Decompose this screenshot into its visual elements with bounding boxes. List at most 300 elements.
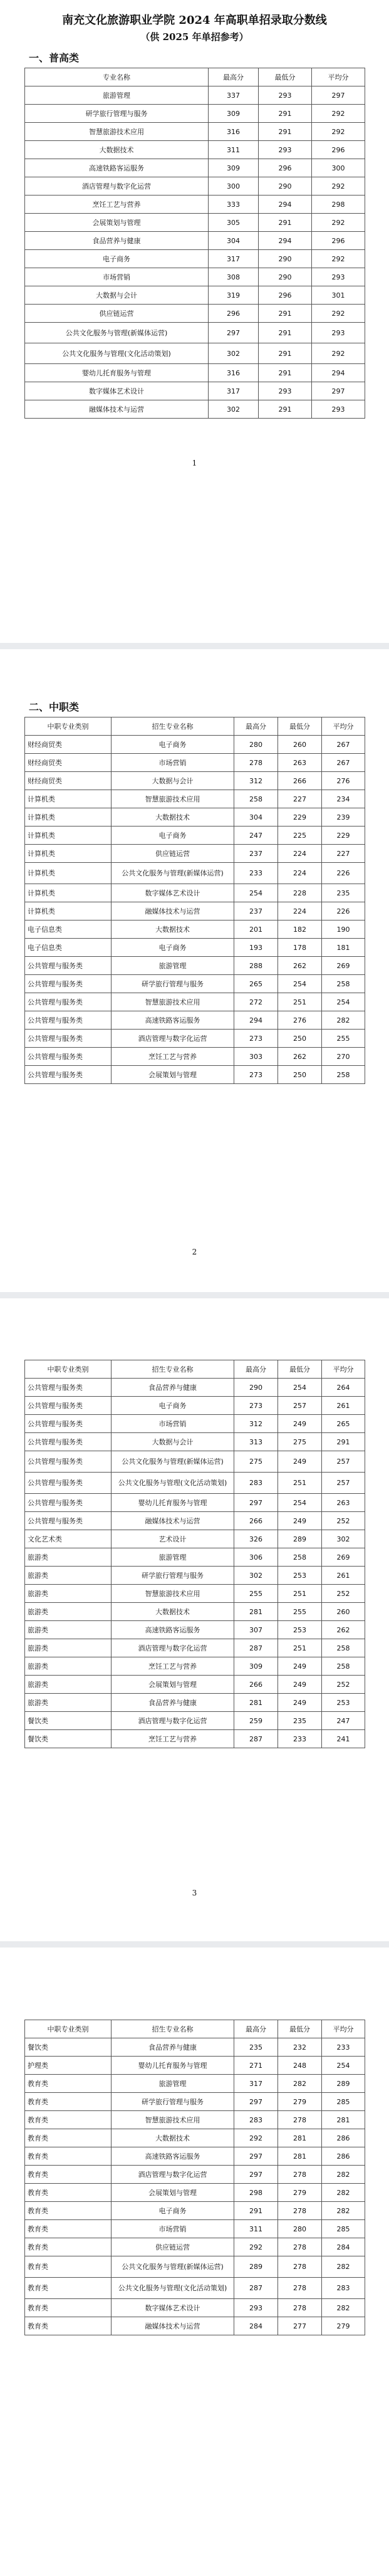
table-cell: 254 bbox=[234, 884, 278, 902]
table-cell: 250 bbox=[278, 1066, 322, 1084]
table-row bbox=[25, 1567, 365, 1585]
table-cell: 287 bbox=[234, 1639, 278, 1657]
table-cell: 298 bbox=[312, 196, 365, 214]
table-cell: 智慧旅游技术应用 bbox=[112, 1585, 234, 1603]
table-row bbox=[25, 214, 365, 232]
table-cell: 公共文化服务与管理(文化活动策划) bbox=[112, 2278, 234, 2299]
table-row bbox=[25, 1066, 365, 1084]
section-heading-vocational: 二、中职类 bbox=[29, 701, 80, 713]
table-cell: 249 bbox=[278, 1415, 322, 1433]
column-header: 最低分 bbox=[259, 68, 312, 86]
table-cell: 264 bbox=[322, 1379, 365, 1397]
table-cell: 302 bbox=[234, 1567, 278, 1585]
table-header-row bbox=[25, 68, 365, 86]
table-cell: 旅游类 bbox=[25, 1657, 112, 1676]
table-cell: 护理类 bbox=[25, 2057, 112, 2075]
table-cell: 297 bbox=[312, 86, 365, 105]
table-cell: 高速铁路客运服务 bbox=[25, 159, 209, 177]
table-row bbox=[25, 1473, 365, 1494]
table-cell: 235 bbox=[278, 1712, 322, 1730]
table-cell: 301 bbox=[312, 286, 365, 305]
table-row bbox=[25, 400, 365, 419]
table-cell: 229 bbox=[322, 827, 365, 845]
table-row bbox=[25, 1011, 365, 1030]
table-cell: 291 bbox=[234, 2202, 278, 2220]
table-cell: 252 bbox=[322, 1676, 365, 1694]
table-cell: 283 bbox=[322, 2278, 365, 2299]
vocational-score-table bbox=[24, 2020, 365, 2335]
table-cell: 旅游类 bbox=[25, 1639, 112, 1657]
table-cell: 273 bbox=[234, 1066, 278, 1084]
table-cell: 278 bbox=[278, 2202, 322, 2220]
table-cell: 229 bbox=[278, 808, 322, 827]
table-cell: 旅游管理 bbox=[112, 957, 234, 975]
table-cell: 228 bbox=[278, 884, 322, 902]
table-cell: 电子商务 bbox=[112, 939, 234, 957]
table-cell: 融媒体技术与运营 bbox=[112, 1512, 234, 1530]
table-cell: 291 bbox=[259, 364, 312, 382]
table-cell: 293 bbox=[259, 382, 312, 400]
column-header: 最高分 bbox=[234, 2020, 278, 2038]
table-row bbox=[25, 1639, 365, 1657]
table-cell: 计算机类 bbox=[25, 845, 112, 863]
table-cell: 研学旅行管理与服务 bbox=[112, 2093, 234, 2111]
table-cell: 278 bbox=[278, 2256, 322, 2278]
table-cell: 大数据技术 bbox=[112, 2129, 234, 2147]
table-cell: 257 bbox=[322, 1451, 365, 1473]
table-cell: 265 bbox=[322, 1415, 365, 1433]
table-cell: 302 bbox=[322, 1530, 365, 1548]
table-cell: 313 bbox=[234, 1433, 278, 1451]
table-cell: 281 bbox=[278, 2129, 322, 2147]
table-cell: 教育类 bbox=[25, 2238, 112, 2256]
table-cell: 教育类 bbox=[25, 2184, 112, 2202]
table-row bbox=[25, 159, 365, 177]
page-number: 2 bbox=[192, 1248, 197, 1256]
table-cell: 233 bbox=[322, 2038, 365, 2057]
table-cell: 305 bbox=[209, 214, 259, 232]
table-cell: 旅游类 bbox=[25, 1548, 112, 1567]
table-row bbox=[25, 1621, 365, 1639]
table-cell: 297 bbox=[234, 2166, 278, 2184]
table-cell: 文化艺术类 bbox=[25, 1530, 112, 1548]
table-row bbox=[25, 827, 365, 845]
vocational-table-body-2 bbox=[25, 1360, 365, 1748]
table-cell: 255 bbox=[234, 1585, 278, 1603]
table-cell: 市场营销 bbox=[112, 2220, 234, 2238]
table-cell: 319 bbox=[209, 286, 259, 305]
document-title: 南充文化旅游职业学院 2024 年高职单招录取分数线 bbox=[62, 14, 327, 27]
table-cell: 教育类 bbox=[25, 2278, 112, 2299]
table-row bbox=[25, 902, 365, 920]
table-cell: 249 bbox=[278, 1657, 322, 1676]
table-row bbox=[25, 2202, 365, 2220]
table-cell: 烹饪工艺与营养 bbox=[112, 1657, 234, 1676]
table-cell: 288 bbox=[234, 957, 278, 975]
table-cell: 262 bbox=[278, 957, 322, 975]
table-cell: 272 bbox=[234, 993, 278, 1011]
table-cell: 302 bbox=[209, 400, 259, 419]
column-header: 专业名称 bbox=[25, 68, 209, 86]
table-cell: 大数据技术 bbox=[112, 808, 234, 827]
table-cell: 294 bbox=[259, 232, 312, 250]
table-cell: 304 bbox=[209, 232, 259, 250]
table-cell: 232 bbox=[278, 2038, 322, 2057]
table-row bbox=[25, 808, 365, 827]
table-row bbox=[25, 2220, 365, 2238]
table-row bbox=[25, 364, 365, 382]
vocational-score-table bbox=[24, 1360, 365, 1748]
table-cell: 326 bbox=[234, 1530, 278, 1548]
table-row bbox=[25, 232, 365, 250]
table-cell: 308 bbox=[209, 268, 259, 286]
general-score-table bbox=[24, 68, 365, 419]
table-row bbox=[25, 2038, 365, 2057]
table-cell: 酒店管理与数字化运营 bbox=[112, 1030, 234, 1048]
column-header: 招生专业名称 bbox=[112, 717, 234, 736]
table-cell: 241 bbox=[322, 1730, 365, 1748]
table-cell: 277 bbox=[278, 2317, 322, 2335]
table-cell: 旅游类 bbox=[25, 1676, 112, 1694]
table-cell: 296 bbox=[259, 159, 312, 177]
table-cell: 233 bbox=[278, 1730, 322, 1748]
table-cell: 会展策划与管理 bbox=[112, 2184, 234, 2202]
table-cell: 教育类 bbox=[25, 2166, 112, 2184]
table-cell: 250 bbox=[278, 1030, 322, 1048]
table-cell: 296 bbox=[259, 286, 312, 305]
table-cell: 酒店管理与数字化运营 bbox=[112, 1712, 234, 1730]
table-cell: 婴幼儿托育服务与管理 bbox=[112, 1494, 234, 1512]
table-cell: 大数据技术 bbox=[25, 141, 209, 159]
table-cell: 261 bbox=[322, 1567, 365, 1585]
table-cell: 234 bbox=[322, 790, 365, 808]
table-cell: 酒店管理与数字化运营 bbox=[112, 2166, 234, 2184]
table-cell: 280 bbox=[234, 736, 278, 754]
table-cell: 297 bbox=[234, 2147, 278, 2166]
table-row bbox=[25, 1512, 365, 1530]
table-cell: 251 bbox=[278, 1473, 322, 1494]
table-cell: 计算机类 bbox=[25, 902, 112, 920]
table-cell: 224 bbox=[278, 902, 322, 920]
table-cell: 237 bbox=[234, 902, 278, 920]
table-cell: 公共文化服务与管理(新媒体运营) bbox=[25, 323, 209, 343]
table-cell: 公共文化服务与管理(新媒体运营) bbox=[112, 1451, 234, 1473]
table-cell: 烹饪工艺与营养 bbox=[112, 1730, 234, 1748]
table-cell: 297 bbox=[209, 323, 259, 343]
table-cell: 281 bbox=[322, 2111, 365, 2129]
table-cell: 融媒体技术与运营 bbox=[112, 2317, 234, 2335]
table-cell: 烹饪工艺与营养 bbox=[25, 196, 209, 214]
table-cell: 275 bbox=[278, 1433, 322, 1451]
table-cell: 297 bbox=[312, 382, 365, 400]
table-cell: 电子商务 bbox=[112, 1397, 234, 1415]
table-cell: 279 bbox=[278, 2093, 322, 2111]
table-row bbox=[25, 1451, 365, 1473]
table-cell: 283 bbox=[234, 2111, 278, 2129]
table-cell: 计算机类 bbox=[25, 884, 112, 902]
table-cell: 247 bbox=[322, 1712, 365, 1730]
table-cell: 251 bbox=[278, 1585, 322, 1603]
table-cell: 290 bbox=[259, 250, 312, 268]
table-cell: 数字媒体艺术设计 bbox=[112, 884, 234, 902]
table-cell: 258 bbox=[322, 1639, 365, 1657]
document-subtitle: （供 2025 年单招参考） bbox=[140, 31, 249, 43]
table-cell: 教育类 bbox=[25, 2147, 112, 2166]
table-cell: 303 bbox=[234, 1048, 278, 1066]
vocational-score-table bbox=[24, 717, 365, 1084]
table-cell: 290 bbox=[234, 1379, 278, 1397]
table-cell: 263 bbox=[322, 1494, 365, 1512]
table-row bbox=[25, 957, 365, 975]
table-cell: 291 bbox=[259, 105, 312, 123]
table-cell: 289 bbox=[234, 2256, 278, 2278]
table-cell: 291 bbox=[259, 305, 312, 323]
table-cell: 311 bbox=[234, 2220, 278, 2238]
table-cell: 数字媒体艺术设计 bbox=[112, 2299, 234, 2317]
table-cell: 252 bbox=[322, 1512, 365, 1530]
table-cell: 292 bbox=[234, 2129, 278, 2147]
table-cell: 研学旅行管理与服务 bbox=[25, 105, 209, 123]
table-cell: 287 bbox=[234, 2278, 278, 2299]
table-cell: 302 bbox=[209, 343, 259, 364]
table-cell: 309 bbox=[234, 1657, 278, 1676]
table-cell: 316 bbox=[209, 364, 259, 382]
table-cell: 227 bbox=[278, 790, 322, 808]
table-cell: 研学旅行管理与服务 bbox=[112, 1567, 234, 1585]
table-cell: 供应链运营 bbox=[25, 305, 209, 323]
table-cell: 248 bbox=[278, 2057, 322, 2075]
table-cell: 食品营养与健康 bbox=[112, 2038, 234, 2057]
table-cell: 计算机类 bbox=[25, 827, 112, 845]
table-cell: 235 bbox=[234, 2038, 278, 2057]
table-cell: 251 bbox=[278, 993, 322, 1011]
table-cell: 276 bbox=[322, 772, 365, 790]
table-cell: 财经商贸类 bbox=[25, 754, 112, 772]
column-header: 最低分 bbox=[278, 1360, 322, 1379]
table-cell: 249 bbox=[278, 1694, 322, 1712]
table-row bbox=[25, 2278, 365, 2299]
table-cell: 旅游类 bbox=[25, 1603, 112, 1621]
table-cell: 300 bbox=[209, 177, 259, 196]
table-cell: 279 bbox=[322, 2317, 365, 2335]
table-cell: 337 bbox=[209, 86, 259, 105]
table-row bbox=[25, 1676, 365, 1694]
table-cell: 酒店管理与数字化运营 bbox=[112, 1639, 234, 1657]
table-row bbox=[25, 2317, 365, 2335]
column-header: 平均分 bbox=[322, 717, 365, 736]
table-row bbox=[25, 1712, 365, 1730]
table-cell: 电子信息类 bbox=[25, 939, 112, 957]
table-cell: 271 bbox=[234, 2057, 278, 2075]
table-cell: 262 bbox=[278, 1048, 322, 1066]
table-row bbox=[25, 2111, 365, 2129]
table-cell: 266 bbox=[278, 772, 322, 790]
table-cell: 教育类 bbox=[25, 2111, 112, 2129]
table-cell: 公共管理与服务类 bbox=[25, 1494, 112, 1512]
table-row bbox=[25, 863, 365, 884]
table-row bbox=[25, 754, 365, 772]
table-cell: 316 bbox=[209, 123, 259, 141]
table-cell: 291 bbox=[259, 400, 312, 419]
table-cell: 312 bbox=[234, 1415, 278, 1433]
table-cell: 254 bbox=[278, 1494, 322, 1512]
table-row bbox=[25, 1379, 365, 1397]
table-row bbox=[25, 105, 365, 123]
table-cell: 284 bbox=[234, 2317, 278, 2335]
table-row bbox=[25, 1603, 365, 1621]
table-cell: 257 bbox=[322, 1473, 365, 1494]
table-cell: 计算机类 bbox=[25, 863, 112, 884]
table-cell: 旅游管理 bbox=[25, 86, 209, 105]
table-cell: 餐饮类 bbox=[25, 1730, 112, 1748]
table-cell: 237 bbox=[234, 845, 278, 863]
table-row bbox=[25, 305, 365, 323]
table-row bbox=[25, 975, 365, 993]
table-cell: 249 bbox=[278, 1451, 322, 1473]
table-cell: 旅游类 bbox=[25, 1621, 112, 1639]
table-cell: 267 bbox=[322, 754, 365, 772]
table-cell: 291 bbox=[322, 1433, 365, 1451]
table-row bbox=[25, 1494, 365, 1512]
table-row bbox=[25, 790, 365, 808]
table-cell: 公共管理与服务类 bbox=[25, 1048, 112, 1066]
table-cell: 294 bbox=[234, 1011, 278, 1030]
table-cell: 电子商务 bbox=[112, 736, 234, 754]
page-number: 3 bbox=[192, 1889, 197, 1897]
column-header: 平均分 bbox=[312, 68, 365, 86]
column-header: 最高分 bbox=[234, 1360, 278, 1379]
table-cell: 公共管理与服务类 bbox=[25, 957, 112, 975]
table-cell: 电子信息类 bbox=[25, 920, 112, 939]
table-cell: 293 bbox=[312, 400, 365, 419]
table-cell: 公共文化服务与管理(文化活动策划) bbox=[25, 343, 209, 364]
table-row bbox=[25, 382, 365, 400]
table-cell: 教育类 bbox=[25, 2220, 112, 2238]
table-row bbox=[25, 2093, 365, 2111]
table-row bbox=[25, 2238, 365, 2256]
table-cell: 311 bbox=[209, 141, 259, 159]
table-cell: 293 bbox=[312, 323, 365, 343]
table-cell: 293 bbox=[234, 2299, 278, 2317]
table-cell: 公共管理与服务类 bbox=[25, 1415, 112, 1433]
column-header: 平均分 bbox=[322, 1360, 365, 1379]
column-header: 中职专业类别 bbox=[25, 2020, 112, 2038]
table-cell: 226 bbox=[322, 863, 365, 884]
table-cell: 公共管理与服务类 bbox=[25, 1397, 112, 1415]
column-header: 最低分 bbox=[278, 2020, 322, 2038]
document-page-1 bbox=[0, 0, 389, 643]
table-cell: 309 bbox=[209, 105, 259, 123]
table-cell: 249 bbox=[278, 1512, 322, 1530]
table-cell: 公共文化服务与管理(新媒体运营) bbox=[112, 2256, 234, 2278]
table-header-row bbox=[25, 717, 365, 736]
table-cell: 193 bbox=[234, 939, 278, 957]
table-cell: 281 bbox=[234, 1603, 278, 1621]
table-cell: 教育类 bbox=[25, 2317, 112, 2335]
document-page-4 bbox=[0, 1948, 389, 2576]
table-cell: 电子商务 bbox=[25, 250, 209, 268]
table-cell: 254 bbox=[278, 1379, 322, 1397]
table-cell: 182 bbox=[278, 920, 322, 939]
table-row bbox=[25, 1415, 365, 1433]
table-cell: 281 bbox=[278, 2147, 322, 2166]
table-cell: 292 bbox=[312, 105, 365, 123]
table-cell: 供应链运营 bbox=[112, 2238, 234, 2256]
column-header: 招生专业名称 bbox=[112, 1360, 234, 1379]
table-cell: 婴幼儿托育服务与管理 bbox=[112, 2057, 234, 2075]
table-cell: 294 bbox=[259, 196, 312, 214]
table-cell: 292 bbox=[312, 305, 365, 323]
table-cell: 239 bbox=[322, 808, 365, 827]
table-cell: 333 bbox=[209, 196, 259, 214]
table-cell: 283 bbox=[234, 1473, 278, 1494]
table-cell: 292 bbox=[234, 2238, 278, 2256]
table-cell: 公共管理与服务类 bbox=[25, 1379, 112, 1397]
table-cell: 282 bbox=[322, 2299, 365, 2317]
table-cell: 教育类 bbox=[25, 2075, 112, 2093]
table-cell: 265 bbox=[234, 975, 278, 993]
table-cell: 260 bbox=[278, 736, 322, 754]
table-cell: 190 bbox=[322, 920, 365, 939]
column-header: 最高分 bbox=[209, 68, 259, 86]
table-cell: 会展策划与管理 bbox=[25, 214, 209, 232]
table-cell: 258 bbox=[278, 1548, 322, 1567]
table-cell: 259 bbox=[234, 1712, 278, 1730]
table-row bbox=[25, 286, 365, 305]
general-table-body bbox=[25, 68, 365, 419]
table-cell: 294 bbox=[312, 364, 365, 382]
table-cell: 284 bbox=[322, 2238, 365, 2256]
table-cell: 298 bbox=[234, 2184, 278, 2202]
table-cell: 282 bbox=[322, 2256, 365, 2278]
table-row bbox=[25, 268, 365, 286]
table-cell: 智慧旅游技术应用 bbox=[112, 993, 234, 1011]
table-cell: 公共管理与服务类 bbox=[25, 1066, 112, 1084]
table-cell: 高速铁路客运服务 bbox=[112, 1621, 234, 1639]
table-cell: 公共管理与服务类 bbox=[25, 1433, 112, 1451]
table-cell: 旅游类 bbox=[25, 1585, 112, 1603]
table-row bbox=[25, 2299, 365, 2317]
table-cell: 市场营销 bbox=[112, 754, 234, 772]
table-row bbox=[25, 939, 365, 957]
table-cell: 255 bbox=[278, 1603, 322, 1621]
vocational-table-body-3 bbox=[25, 2020, 365, 2335]
table-row bbox=[25, 177, 365, 196]
table-cell: 253 bbox=[278, 1621, 322, 1639]
table-cell: 269 bbox=[322, 1548, 365, 1567]
table-cell: 249 bbox=[278, 1676, 322, 1694]
table-row bbox=[25, 1030, 365, 1048]
table-cell: 289 bbox=[278, 1530, 322, 1548]
table-cell: 224 bbox=[278, 863, 322, 884]
table-cell: 285 bbox=[322, 2093, 365, 2111]
table-cell: 大数据技术 bbox=[112, 920, 234, 939]
table-cell: 225 bbox=[278, 827, 322, 845]
table-cell: 餐饮类 bbox=[25, 2038, 112, 2057]
table-cell: 281 bbox=[234, 1694, 278, 1712]
table-cell: 旅游管理 bbox=[112, 1548, 234, 1567]
table-cell: 312 bbox=[234, 772, 278, 790]
table-cell: 教育类 bbox=[25, 2256, 112, 2278]
vocational-table-body-1 bbox=[25, 717, 365, 1084]
table-cell: 市场营销 bbox=[112, 1415, 234, 1433]
table-cell: 258 bbox=[322, 975, 365, 993]
table-cell: 293 bbox=[312, 268, 365, 286]
table-cell: 224 bbox=[278, 845, 322, 863]
column-header: 中职专业类别 bbox=[25, 717, 112, 736]
table-row bbox=[25, 2129, 365, 2147]
table-row bbox=[25, 993, 365, 1011]
